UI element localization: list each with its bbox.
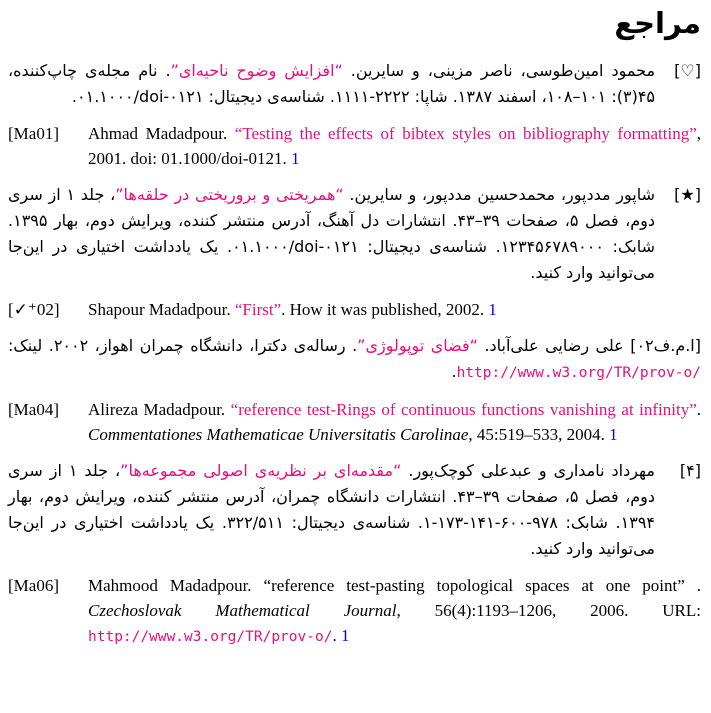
entry-label-ma06: [Ma06]: [8, 576, 59, 595]
bib-entry-star: [8, 182, 701, 286]
citation-title: “همریختی و بروریختی در حلقه‌ها”: [115, 185, 344, 204]
entry-label-amf02: [ا.م.ف۰۲]: [630, 336, 701, 355]
journal-name: Czechoslovak Mathematical Journal: [88, 601, 397, 620]
citation-details: , 45:519–533, 2004.: [468, 425, 610, 444]
entry-text: [88, 121, 701, 171]
separator: .: [696, 400, 702, 419]
url-link[interactable]: http://www.w3.org/TR/prov-o/: [88, 629, 333, 645]
authors-text: Shapour Madadpour.: [88, 300, 235, 319]
entry-text: [88, 573, 701, 650]
citation-details: ، جلد ۱ از سری دوم، فصل ۵، صفحات ۳۹–۴۳. انتشارات دانشگاه چمران، آدرس منتشر کننده، ویرایش دوم، بهار ۱۳۹۴. شابک: ۹۷۸‐۶۰۰‐۱۴۱‐۱۷۳‐۱. شناسه‌ی دیجیتال: ۳۲۲/۵۱۱. یک یادداشت اختیاری در این‌جا می‌توانید وارد کنید.: [8, 461, 656, 558]
references-heading: مراجع: [614, 6, 701, 40]
backref-link[interactable]: 1: [340, 626, 350, 645]
citation-details: , 56(4):1193–1206, 2006. URL:: [396, 601, 702, 620]
citation-title: “First”: [234, 300, 282, 319]
citation-details: , 2001. doi: 01.1000/doi-0121.: [88, 124, 701, 168]
authors-text: علی رضایی علی‌آباد.: [477, 336, 631, 355]
entry-text: [8, 58, 655, 110]
authors-text: Ahmad Madadpour.: [88, 124, 235, 143]
backref-link[interactable]: 1: [488, 300, 497, 319]
bib-entry-heart: [8, 58, 701, 110]
citation-title: “افزایش وضوح ناحیه‌ای”: [170, 61, 343, 80]
entry-text: [8, 458, 655, 562]
citation-details: . رساله‌ی دکترا، دانشگاه چمران اهواز، ۲۰۰۲. لینک:: [8, 336, 358, 355]
citation-title: “Testing the effects of bibtex styles on bibliography formatting”: [234, 124, 697, 143]
citation-title: “reference test-Rings of continuous functions vanishing at infinity”: [230, 400, 697, 419]
citation-details: ، جلد ۱ از سری دوم، فصل ۵، صفحات ۳۹–۴۳. انتشارات دل آهنگ، آدرس منتشر کننده، ویرایش دوم، بهار ۱۳۹۵. شابک: ۱۲۳۴۵۶۷۸۹۰۰۰. شناسه‌ی دیجیتال:: [8, 185, 656, 256]
backref-link[interactable]: 1: [609, 425, 618, 444]
bib-entry-check02: [8, 297, 701, 322]
entry-label-check02: [✓⁺02]: [8, 300, 60, 319]
entry-label-ma04: [Ma04]: [8, 400, 59, 419]
entry-label-ma01: [Ma01]: [8, 124, 59, 143]
citation-title: “مقدمه‌ای بر نظریه‌ی اصولی مجموعه‌ها”: [120, 461, 402, 480]
backref-link[interactable]: 1: [291, 149, 300, 168]
sentence-end: .: [71, 87, 77, 106]
optional-note: . یک یادداشت اختیاری در این‌جا می‌توانید وارد کنید.: [8, 237, 655, 282]
bib-entry-ma06: [8, 573, 701, 650]
citation-details: . How it was published, 2002.: [281, 300, 489, 319]
sentence-end: .: [332, 626, 341, 645]
bib-entry-ma01: [8, 121, 701, 171]
entry-label-star: [★]: [674, 185, 701, 204]
sentence-end: .: [451, 362, 457, 381]
doi-text: ۰۱.۱۰۰۰/doi-۰۱۲۱: [232, 237, 359, 256]
entry-label-heart: [♡]: [674, 61, 701, 80]
entry-text: [88, 397, 701, 447]
journal-name: Commentationes Mathematicae Universitatis Carolinae: [88, 425, 469, 444]
authors-text: شاپور مددپور، محمدحسین مددپور، و سایرین.: [343, 185, 655, 204]
bib-entry-amf02: [8, 333, 701, 386]
entry-text: [8, 182, 655, 286]
doi-text: ۰۱.۱۰۰۰/doi-۰۱۲۱: [77, 87, 204, 106]
citation-title: “فضای توپولوژی”: [357, 336, 478, 355]
citation-details: . نام مجله‌ی چاپ‌کننده، ۴۵(۳): ۱۰۱–۱۰۸، اسفند ۱۳۸۷. شاپا: ۲۲۲۲‐۱۱۱۱. شناسه‌ی دیجیتال:: [8, 61, 655, 106]
entry-label-4: [۴]: [679, 461, 701, 480]
entry-text: [88, 297, 701, 322]
authors-text: Alireza Madadpour.: [88, 400, 231, 419]
bib-entry-4: [8, 458, 701, 562]
authors-text: مهرداد نامداری و عبدعلی کوچک‌پور.: [401, 461, 655, 480]
url-link[interactable]: http://www.w3.org/TR/prov-o/: [456, 365, 701, 381]
authors-text: محمود امین‌طوسی، ناصر مزینی، و سایرین.: [342, 61, 656, 80]
bib-entry-ma04: [8, 397, 701, 447]
authors-and-title-text: Mahmood Madadpour. “reference test-pasting topological spaces at one point” .: [88, 576, 701, 595]
